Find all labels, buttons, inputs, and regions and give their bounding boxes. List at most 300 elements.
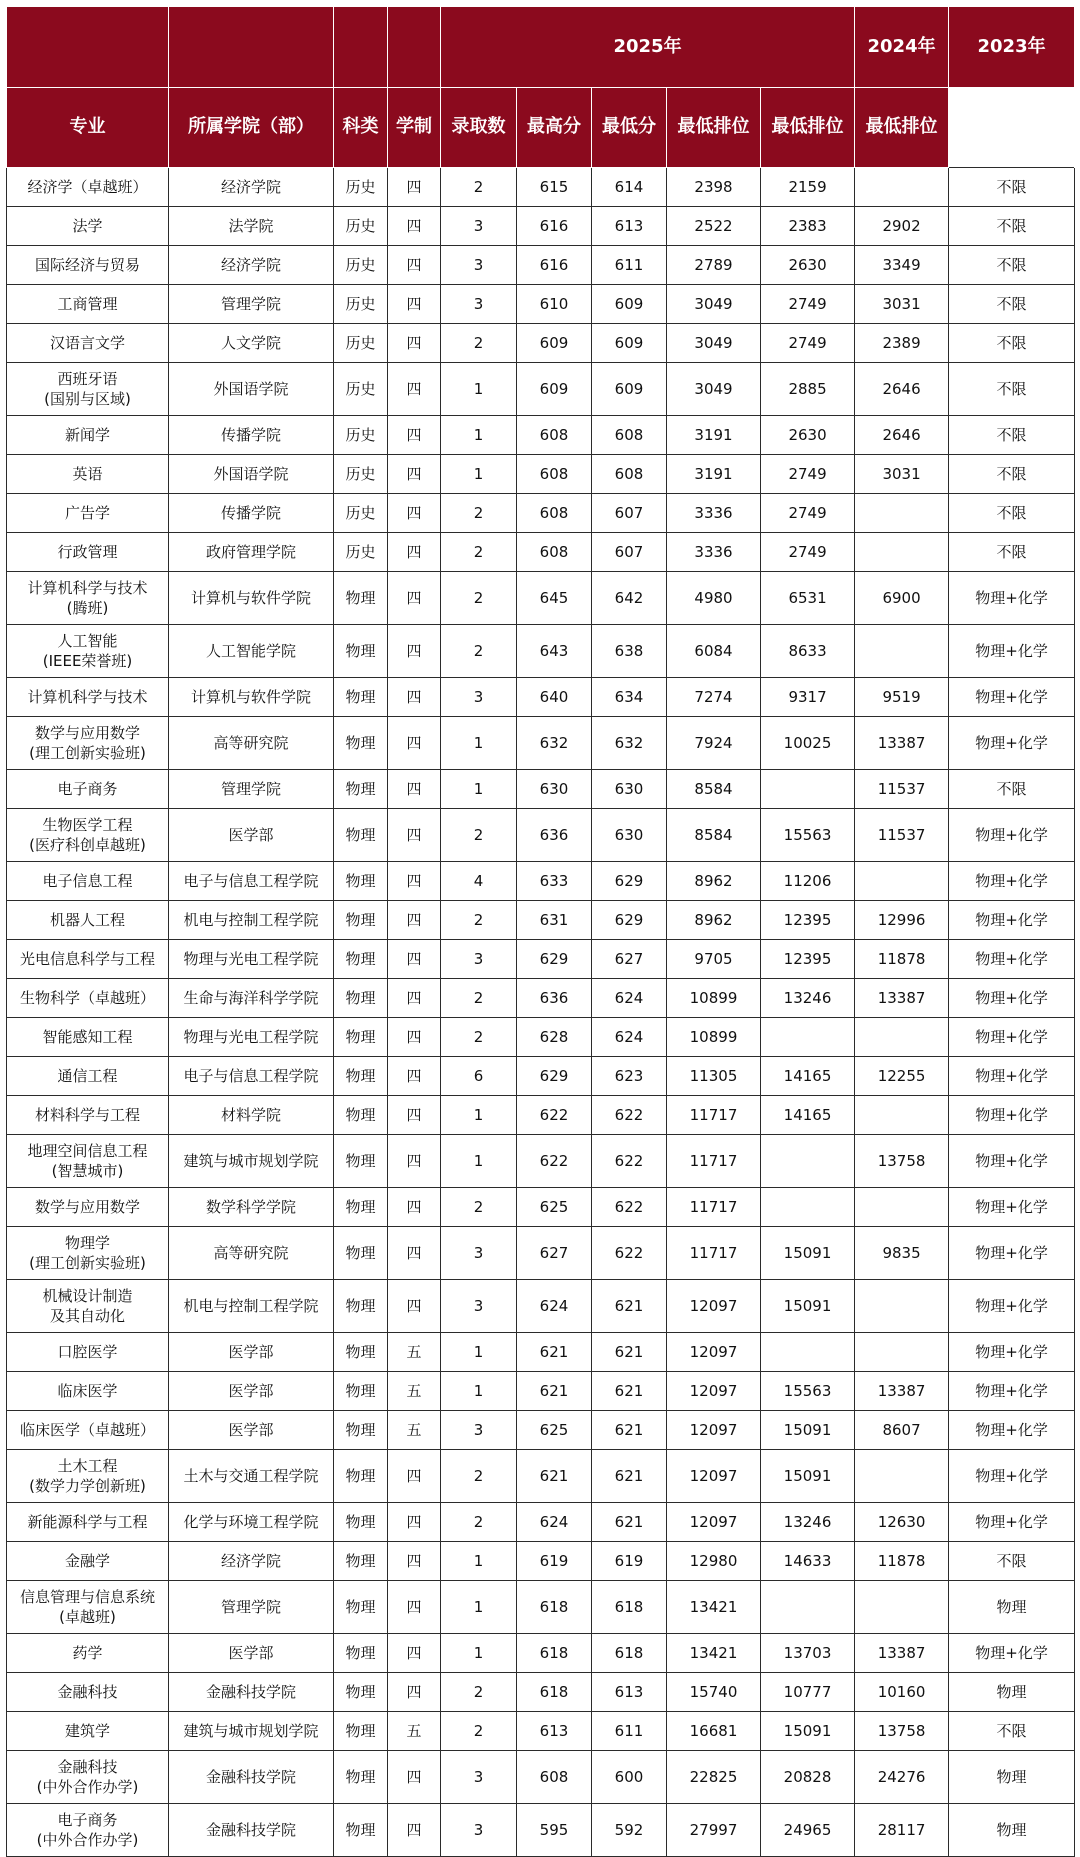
header-min-score: 最低分 xyxy=(592,87,667,168)
cell-min-score: 622 xyxy=(592,1188,667,1227)
cell-subject: 物理 xyxy=(334,770,388,809)
cell-min-rank: 22825 xyxy=(667,1751,761,1804)
cell-min-score: 621 xyxy=(592,1450,667,1503)
cell-school: 管理学院 xyxy=(169,1581,334,1634)
table-row xyxy=(7,533,1075,572)
cell-major xyxy=(7,1135,169,1188)
cell-subject-requirement: 物理+化学 xyxy=(949,979,1075,1018)
cell-min-score: 618 xyxy=(592,1634,667,1673)
cell-max-score: 630 xyxy=(517,770,592,809)
cell-enrolled: 1 xyxy=(441,1096,517,1135)
cell-min-rank: 15740 xyxy=(667,1673,761,1712)
cell-school: 电子与信息工程学院 xyxy=(169,1057,334,1096)
cell-max-score: 627 xyxy=(517,1227,592,1280)
table-row xyxy=(7,1503,1075,1542)
cell-min-rank: 3336 xyxy=(667,533,761,572)
table-row xyxy=(7,940,1075,979)
cell-2023-rank xyxy=(855,862,949,901)
cell-2023-rank xyxy=(855,1333,949,1372)
cell-enrolled: 2 xyxy=(441,494,517,533)
cell-major xyxy=(7,1634,169,1673)
table-row xyxy=(7,1411,1075,1450)
admission-table xyxy=(6,6,1075,1857)
cell-max-score: 621 xyxy=(517,1333,592,1372)
cell-2023-rank: 13387 xyxy=(855,1372,949,1411)
cell-major xyxy=(7,1018,169,1057)
major-line: 行政管理 xyxy=(57,543,118,561)
cell-2023-rank: 10160 xyxy=(855,1673,949,1712)
cell-subject-requirement: 物理+化学 xyxy=(949,940,1075,979)
cell-subject-requirement: 不限 xyxy=(949,168,1075,207)
cell-min-score: 621 xyxy=(592,1503,667,1542)
major-line: 法学 xyxy=(72,217,103,235)
cell-major xyxy=(7,416,169,455)
cell-school: 机电与控制工程学院 xyxy=(169,1280,334,1333)
cell-school: 金融科技学院 xyxy=(169,1751,334,1804)
cell-min-rank: 3191 xyxy=(667,455,761,494)
cell-subject: 历史 xyxy=(334,246,388,285)
cell-major xyxy=(7,809,169,862)
cell-2023-rank xyxy=(855,1581,949,1634)
cell-subject: 物理 xyxy=(334,1673,388,1712)
cell-subject-requirement: 不限 xyxy=(949,533,1075,572)
cell-min-rank: 16681 xyxy=(667,1712,761,1751)
cell-subject: 物理 xyxy=(334,1096,388,1135)
cell-subject-requirement: 物理+化学 xyxy=(949,572,1075,625)
cell-subject: 物理 xyxy=(334,809,388,862)
cell-enrolled: 1 xyxy=(441,455,517,494)
cell-2023-rank: 2646 xyxy=(855,363,949,416)
cell-major xyxy=(7,979,169,1018)
cell-school: 经济学院 xyxy=(169,246,334,285)
cell-subject: 物理 xyxy=(334,1280,388,1333)
cell-enrolled: 3 xyxy=(441,207,517,246)
cell-school: 法学院 xyxy=(169,207,334,246)
cell-2024-rank xyxy=(761,770,855,809)
major-line: 金融科技 xyxy=(57,1683,118,1701)
cell-min-rank: 12097 xyxy=(667,1411,761,1450)
cell-years: 四 xyxy=(388,363,441,416)
cell-subject: 历史 xyxy=(334,207,388,246)
cell-min-score: 629 xyxy=(592,901,667,940)
cell-min-score: 609 xyxy=(592,363,667,416)
cell-min-rank: 2398 xyxy=(667,168,761,207)
cell-min-score: 642 xyxy=(592,572,667,625)
table-row xyxy=(7,324,1075,363)
cell-subject-requirement: 物理+化学 xyxy=(949,1135,1075,1188)
cell-major xyxy=(7,940,169,979)
cell-subject: 物理 xyxy=(334,717,388,770)
cell-subject: 物理 xyxy=(334,1227,388,1280)
cell-min-rank: 12980 xyxy=(667,1542,761,1581)
cell-max-score: 636 xyxy=(517,979,592,1018)
cell-subject-requirement: 不限 xyxy=(949,416,1075,455)
major-line: (医疗科创卓越班) xyxy=(29,836,146,854)
table-row xyxy=(7,285,1075,324)
cell-years: 四 xyxy=(388,1503,441,1542)
cell-years: 五 xyxy=(388,1333,441,1372)
cell-2024-rank: 2749 xyxy=(761,285,855,324)
cell-school: 经济学院 xyxy=(169,1542,334,1581)
cell-subject-requirement: 不限 xyxy=(949,246,1075,285)
cell-major xyxy=(7,717,169,770)
header-enrolled: 录取数 xyxy=(441,87,517,168)
major-line: (智慧城市) xyxy=(51,1162,124,1180)
cell-max-score: 636 xyxy=(517,809,592,862)
cell-enrolled: 2 xyxy=(441,1712,517,1751)
major-line: 新能源科学与工程 xyxy=(27,1513,148,1531)
cell-major xyxy=(7,533,169,572)
cell-major xyxy=(7,1751,169,1804)
cell-years: 四 xyxy=(388,678,441,717)
cell-subject: 物理 xyxy=(334,1542,388,1581)
cell-major xyxy=(7,862,169,901)
cell-min-rank: 27997 xyxy=(667,1804,761,1857)
cell-enrolled: 2 xyxy=(441,533,517,572)
cell-2023-rank xyxy=(855,533,949,572)
cell-enrolled: 2 xyxy=(441,324,517,363)
cell-school: 建筑与城市规划学院 xyxy=(169,1135,334,1188)
cell-enrolled: 3 xyxy=(441,1280,517,1333)
cell-major xyxy=(7,455,169,494)
major-line: (理工创新实验班) xyxy=(29,744,146,762)
cell-subject: 历史 xyxy=(334,416,388,455)
cell-subject: 物理 xyxy=(334,1372,388,1411)
cell-enrolled: 1 xyxy=(441,717,517,770)
cell-max-score: 608 xyxy=(517,416,592,455)
cell-2023-rank: 9519 xyxy=(855,678,949,717)
table-row xyxy=(7,1018,1075,1057)
cell-max-score: 622 xyxy=(517,1135,592,1188)
major-line: (数学力学创新班) xyxy=(29,1477,146,1495)
cell-enrolled: 2 xyxy=(441,901,517,940)
cell-max-score: 616 xyxy=(517,207,592,246)
cell-enrolled: 2 xyxy=(441,625,517,678)
cell-min-rank: 13421 xyxy=(667,1581,761,1634)
cell-min-score: 592 xyxy=(592,1804,667,1857)
cell-subject-requirement: 物理 xyxy=(949,1804,1075,1857)
cell-2023-rank xyxy=(855,494,949,533)
cell-2024-rank xyxy=(761,1333,855,1372)
major-line: 土木工程 xyxy=(57,1457,118,1475)
major-line: (国别与区域) xyxy=(44,390,131,408)
cell-major xyxy=(7,207,169,246)
cell-2023-rank: 8607 xyxy=(855,1411,949,1450)
cell-2023-rank: 12996 xyxy=(855,901,949,940)
cell-2024-rank xyxy=(761,1581,855,1634)
cell-years: 四 xyxy=(388,1673,441,1712)
cell-2023-rank: 9835 xyxy=(855,1227,949,1280)
cell-subject: 历史 xyxy=(334,533,388,572)
cell-min-score: 622 xyxy=(592,1227,667,1280)
major-line: (卓越班) xyxy=(59,1608,116,1626)
cell-max-score: 624 xyxy=(517,1503,592,1542)
cell-years: 四 xyxy=(388,940,441,979)
cell-school: 物理与光电工程学院 xyxy=(169,940,334,979)
cell-enrolled: 1 xyxy=(441,1372,517,1411)
cell-enrolled: 3 xyxy=(441,1804,517,1857)
cell-subject: 物理 xyxy=(334,1804,388,1857)
cell-school: 材料学院 xyxy=(169,1096,334,1135)
cell-max-score: 595 xyxy=(517,1804,592,1857)
cell-years: 四 xyxy=(388,979,441,1018)
major-line: 汉语言文学 xyxy=(49,334,125,352)
cell-subject: 物理 xyxy=(334,979,388,1018)
cell-max-score: 640 xyxy=(517,678,592,717)
cell-min-rank: 8962 xyxy=(667,862,761,901)
cell-subject-requirement: 物理+化学 xyxy=(949,1634,1075,1673)
cell-school: 金融科技学院 xyxy=(169,1804,334,1857)
cell-2024-rank: 15563 xyxy=(761,809,855,862)
cell-major xyxy=(7,1333,169,1372)
cell-min-rank: 11717 xyxy=(667,1096,761,1135)
cell-2023-rank: 13387 xyxy=(855,1634,949,1673)
table-row xyxy=(7,572,1075,625)
cell-max-score: 609 xyxy=(517,324,592,363)
cell-school: 化学与环境工程学院 xyxy=(169,1503,334,1542)
cell-min-score: 611 xyxy=(592,1712,667,1751)
major-line: 通信工程 xyxy=(57,1067,118,1085)
cell-min-rank: 6084 xyxy=(667,625,761,678)
cell-min-score: 621 xyxy=(592,1411,667,1450)
cell-min-rank: 3049 xyxy=(667,285,761,324)
cell-subject: 历史 xyxy=(334,285,388,324)
cell-subject: 物理 xyxy=(334,1450,388,1503)
cell-subject-requirement: 不限 xyxy=(949,285,1075,324)
cell-max-score: 633 xyxy=(517,862,592,901)
cell-max-score: 621 xyxy=(517,1372,592,1411)
cell-2023-rank: 12255 xyxy=(855,1057,949,1096)
cell-min-score: 608 xyxy=(592,416,667,455)
major-line: 金融科技 xyxy=(57,1758,118,1776)
cell-subject-requirement: 物理+化学 xyxy=(949,1450,1075,1503)
cell-school: 外国语学院 xyxy=(169,455,334,494)
cell-school: 政府管理学院 xyxy=(169,533,334,572)
cell-subject-requirement: 物理+化学 xyxy=(949,1372,1075,1411)
major-line: (IEEE荣誉班) xyxy=(42,652,133,670)
cell-min-rank: 12097 xyxy=(667,1280,761,1333)
major-line: (腾班) xyxy=(66,599,109,617)
cell-min-score: 630 xyxy=(592,809,667,862)
cell-subject: 历史 xyxy=(334,455,388,494)
cell-min-score: 632 xyxy=(592,717,667,770)
major-line: 数学与应用数学 xyxy=(34,724,140,742)
cell-enrolled: 2 xyxy=(441,1673,517,1712)
cell-years: 四 xyxy=(388,1634,441,1673)
cell-subject: 物理 xyxy=(334,1018,388,1057)
cell-2024-rank: 13246 xyxy=(761,1503,855,1542)
cell-2024-rank: 14633 xyxy=(761,1542,855,1581)
cell-school: 物理与光电工程学院 xyxy=(169,1018,334,1057)
cell-max-score: 608 xyxy=(517,455,592,494)
cell-school: 高等研究院 xyxy=(169,1227,334,1280)
cell-subject-requirement: 不限 xyxy=(949,1542,1075,1581)
cell-enrolled: 6 xyxy=(441,1057,517,1096)
major-line: 电子信息工程 xyxy=(42,872,133,890)
cell-2023-rank: 28117 xyxy=(855,1804,949,1857)
cell-2024-rank: 2749 xyxy=(761,494,855,533)
cell-2024-rank: 10025 xyxy=(761,717,855,770)
cell-2024-rank: 13703 xyxy=(761,1634,855,1673)
header-max-score: 最高分 xyxy=(517,87,592,168)
cell-enrolled: 2 xyxy=(441,1503,517,1542)
cell-years: 四 xyxy=(388,1542,441,1581)
cell-min-score: 613 xyxy=(592,207,667,246)
cell-min-score: 627 xyxy=(592,940,667,979)
cell-2024-rank: 24965 xyxy=(761,1804,855,1857)
cell-years: 五 xyxy=(388,1712,441,1751)
cell-school: 机电与控制工程学院 xyxy=(169,901,334,940)
cell-enrolled: 1 xyxy=(441,1333,517,1372)
cell-2024-rank: 15091 xyxy=(761,1712,855,1751)
cell-min-rank: 12097 xyxy=(667,1503,761,1542)
cell-min-score: 619 xyxy=(592,1542,667,1581)
cell-min-score: 607 xyxy=(592,494,667,533)
major-line: (中外合作办学) xyxy=(36,1831,139,1849)
cell-major xyxy=(7,1096,169,1135)
table-row xyxy=(7,1712,1075,1751)
cell-school: 外国语学院 xyxy=(169,363,334,416)
header-2023-rank: 最低排位 xyxy=(855,87,949,168)
cell-major xyxy=(7,572,169,625)
cell-min-score: 613 xyxy=(592,1673,667,1712)
table-row xyxy=(7,1673,1075,1712)
cell-max-score: 629 xyxy=(517,1057,592,1096)
cell-2024-rank: 2749 xyxy=(761,324,855,363)
cell-2023-rank: 24276 xyxy=(855,1751,949,1804)
cell-min-score: 611 xyxy=(592,246,667,285)
cell-2023-rank: 3349 xyxy=(855,246,949,285)
cell-years: 四 xyxy=(388,246,441,285)
cell-enrolled: 1 xyxy=(441,363,517,416)
cell-subject-requirement: 物理+化学 xyxy=(949,901,1075,940)
cell-subject-requirement: 物理+化学 xyxy=(949,678,1075,717)
major-line: 工商管理 xyxy=(57,295,118,313)
cell-years: 五 xyxy=(388,1411,441,1450)
cell-min-rank: 4980 xyxy=(667,572,761,625)
cell-subject-requirement: 不限 xyxy=(949,770,1075,809)
cell-min-score: 622 xyxy=(592,1135,667,1188)
header-blank-major xyxy=(7,7,169,88)
cell-years: 四 xyxy=(388,1450,441,1503)
table-row xyxy=(7,678,1075,717)
cell-2024-rank: 15091 xyxy=(761,1280,855,1333)
cell-max-score: 645 xyxy=(517,572,592,625)
cell-school: 土木与交通工程学院 xyxy=(169,1450,334,1503)
cell-subject-requirement: 物理+化学 xyxy=(949,1411,1075,1450)
cell-min-rank: 11717 xyxy=(667,1135,761,1188)
cell-2023-rank: 2646 xyxy=(855,416,949,455)
header-min-rank: 最低排位 xyxy=(667,87,761,168)
table-row xyxy=(7,455,1075,494)
cell-school: 金融科技学院 xyxy=(169,1673,334,1712)
table-row xyxy=(7,1372,1075,1411)
cell-major xyxy=(7,901,169,940)
cell-2024-rank: 13246 xyxy=(761,979,855,1018)
cell-2023-rank: 3031 xyxy=(855,285,949,324)
major-line: 建筑学 xyxy=(64,1722,110,1740)
cell-2024-rank: 12395 xyxy=(761,940,855,979)
cell-enrolled: 1 xyxy=(441,1542,517,1581)
cell-major xyxy=(7,1712,169,1751)
cell-max-score: 608 xyxy=(517,1751,592,1804)
cell-school: 医学部 xyxy=(169,1372,334,1411)
cell-major xyxy=(7,625,169,678)
cell-enrolled: 2 xyxy=(441,1450,517,1503)
cell-min-score: 630 xyxy=(592,770,667,809)
table-row xyxy=(7,363,1075,416)
cell-min-score: 621 xyxy=(592,1280,667,1333)
major-line: 国际经济与贸易 xyxy=(34,256,140,274)
cell-min-score: 621 xyxy=(592,1372,667,1411)
cell-years: 四 xyxy=(388,862,441,901)
cell-major xyxy=(7,1188,169,1227)
cell-subject-requirement: 物理+化学 xyxy=(949,1018,1075,1057)
cell-enrolled: 3 xyxy=(441,940,517,979)
cell-2023-rank: 13758 xyxy=(855,1712,949,1751)
cell-school: 传播学院 xyxy=(169,416,334,455)
cell-major xyxy=(7,1057,169,1096)
cell-years: 四 xyxy=(388,1188,441,1227)
cell-min-rank: 13421 xyxy=(667,1634,761,1673)
table-row xyxy=(7,862,1075,901)
cell-subject-requirement: 不限 xyxy=(949,1712,1075,1751)
table-row xyxy=(7,1581,1075,1634)
cell-2023-rank: 11878 xyxy=(855,940,949,979)
cell-max-score: 625 xyxy=(517,1411,592,1450)
cell-2024-rank: 2383 xyxy=(761,207,855,246)
cell-2023-rank xyxy=(855,1188,949,1227)
cell-major xyxy=(7,1673,169,1712)
cell-max-score: 613 xyxy=(517,1712,592,1751)
cell-2024-rank: 15563 xyxy=(761,1372,855,1411)
cell-2024-rank: 14165 xyxy=(761,1096,855,1135)
major-line: 临床医学 xyxy=(57,1382,118,1400)
cell-subject: 历史 xyxy=(334,363,388,416)
cell-school: 经济学院 xyxy=(169,168,334,207)
major-line: 经济学（卓越班） xyxy=(27,178,148,196)
cell-subject: 物理 xyxy=(334,1333,388,1372)
cell-enrolled: 1 xyxy=(441,416,517,455)
major-line: 物理学 xyxy=(64,1234,110,1252)
header-blank-years xyxy=(388,7,441,88)
cell-subject: 物理 xyxy=(334,1503,388,1542)
cell-min-score: 623 xyxy=(592,1057,667,1096)
cell-max-score: 628 xyxy=(517,1018,592,1057)
cell-subject: 物理 xyxy=(334,1751,388,1804)
table-row xyxy=(7,1096,1075,1135)
cell-enrolled: 3 xyxy=(441,1751,517,1804)
cell-min-rank: 8584 xyxy=(667,809,761,862)
cell-school: 管理学院 xyxy=(169,770,334,809)
cell-min-rank: 10899 xyxy=(667,1018,761,1057)
cell-subject: 物理 xyxy=(334,1188,388,1227)
cell-subject: 历史 xyxy=(334,168,388,207)
major-line: 电子商务 xyxy=(57,1811,118,1829)
major-line: 地理空间信息工程 xyxy=(27,1142,148,1160)
cell-subject-requirement: 物理+化学 xyxy=(949,625,1075,678)
major-line: 机器人工程 xyxy=(49,911,125,929)
cell-2024-rank xyxy=(761,1018,855,1057)
cell-school: 数学科学学院 xyxy=(169,1188,334,1227)
cell-min-score: 621 xyxy=(592,1333,667,1372)
cell-max-score: 619 xyxy=(517,1542,592,1581)
cell-subject-requirement: 物理+化学 xyxy=(949,1188,1075,1227)
cell-2023-rank xyxy=(855,1450,949,1503)
cell-min-score: 634 xyxy=(592,678,667,717)
table-row xyxy=(7,1188,1075,1227)
major-line: 智能感知工程 xyxy=(42,1028,133,1046)
